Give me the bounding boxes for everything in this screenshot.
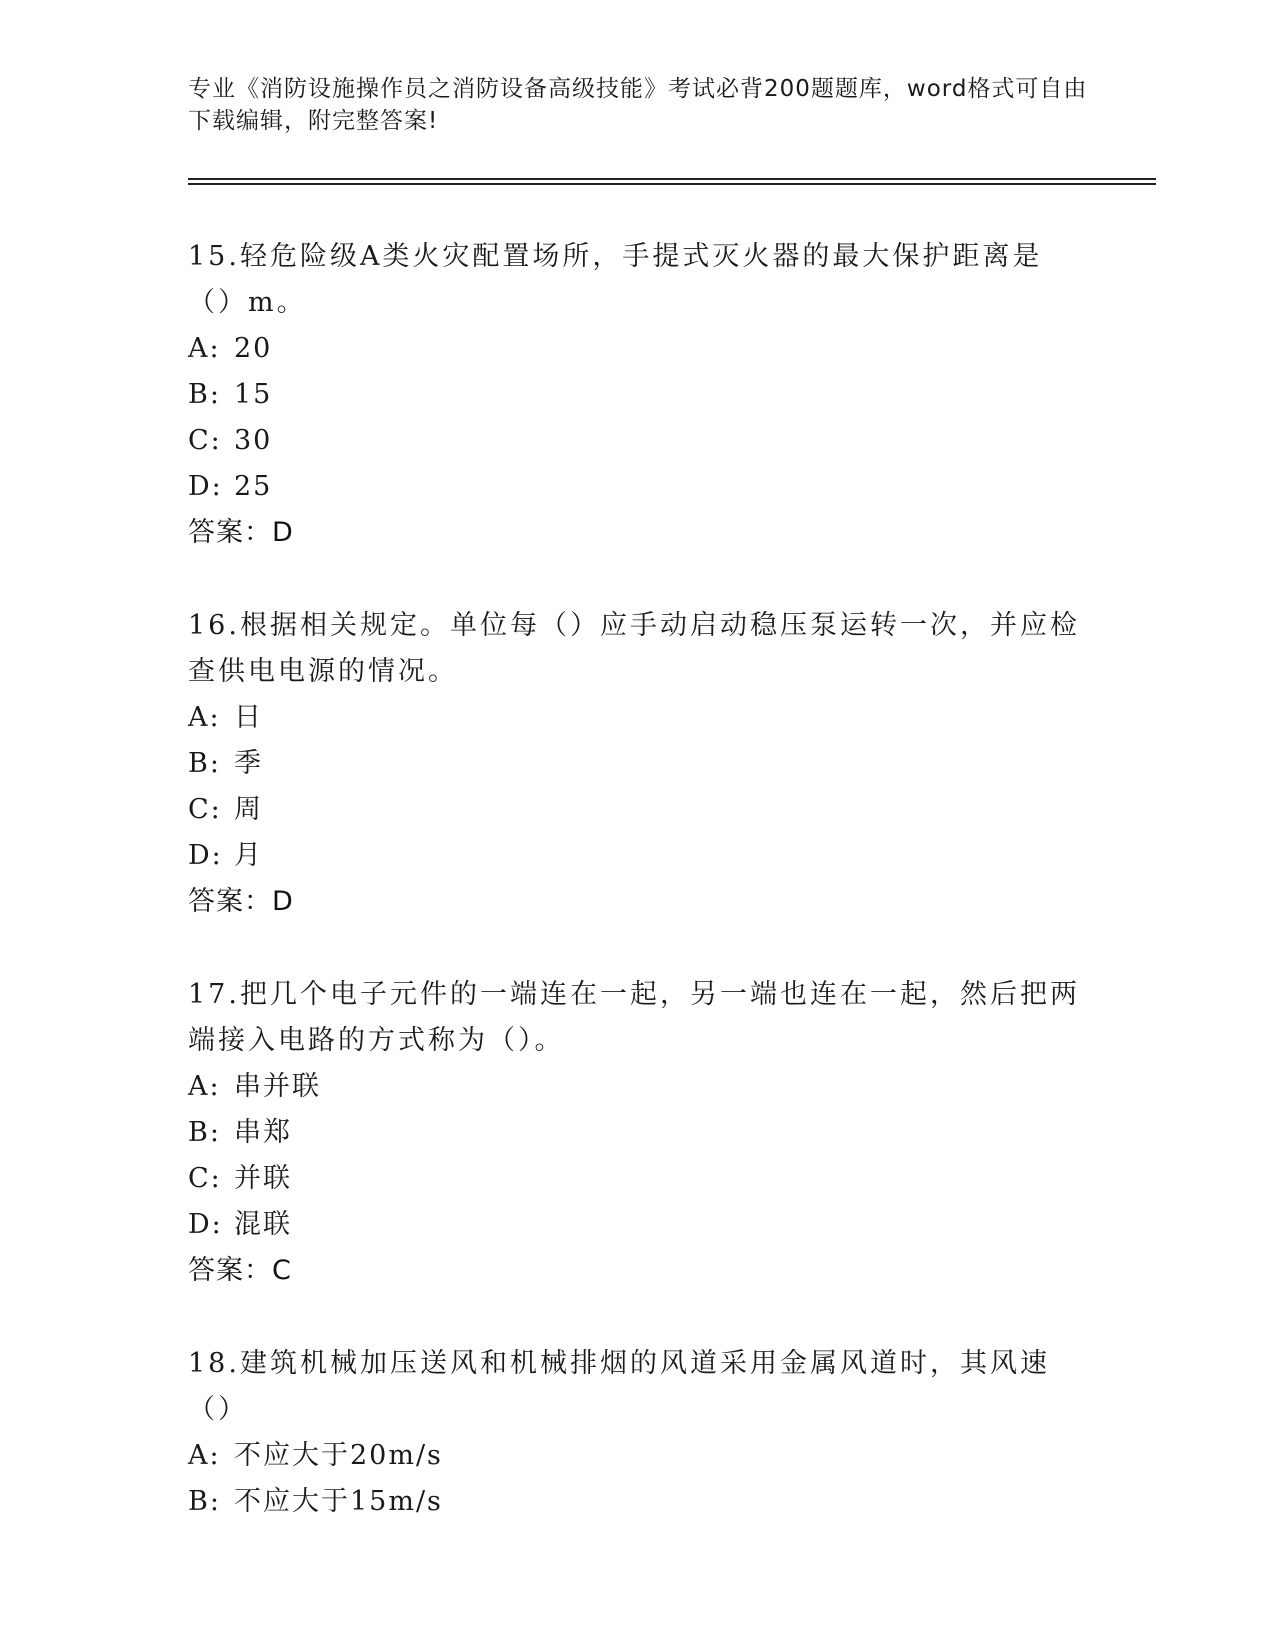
answer-line: 答案：C (188, 1255, 292, 1286)
option-a (188, 326, 1088, 372)
option-a (188, 1064, 1088, 1110)
option-text: 串郑 (234, 1117, 292, 1148)
option-text: 串并联 (234, 1071, 321, 1102)
option-b (188, 1110, 1088, 1156)
option-text: 周 (234, 794, 263, 825)
option-text: 不应大于20m/s (234, 1440, 443, 1471)
option-letter: D: (188, 840, 223, 871)
option-letter: A: (188, 333, 221, 364)
header-divider-top (188, 178, 1156, 180)
option-text: 30 (234, 425, 273, 456)
option-letter: B: (188, 748, 221, 779)
question-stem: 16.根据相关规定。单位每（）应手动启动稳压泵运转一次，并应检查供电电源的情况。 (188, 610, 1080, 687)
question-stem: 18.建筑机械加压送风和机械排烟的风道采用金属风道时，其风速（） (188, 1348, 1050, 1425)
option-letter: A: (188, 1440, 221, 1471)
option-c (188, 418, 1088, 464)
option-letter: A: (188, 702, 221, 733)
question-item (188, 603, 1088, 925)
option-d (188, 464, 1088, 510)
option-b (188, 741, 1088, 787)
option-text: 混联 (234, 1209, 292, 1240)
option-d (188, 833, 1088, 879)
option-a (188, 1433, 1088, 1479)
option-letter: C: (188, 425, 222, 456)
option-text: 日 (234, 702, 263, 733)
document-header: 专业《消防设施操作员之消防设备高级技能》考试必背200题题库，word格式可自由下载编辑，附完整答案! (188, 76, 1088, 134)
question-item (188, 972, 1088, 1294)
option-text: 20 (234, 333, 273, 364)
option-b (188, 1479, 1088, 1525)
option-c (188, 1156, 1088, 1202)
option-letter: B: (188, 1117, 221, 1148)
option-text: 25 (234, 471, 273, 502)
option-text: 月 (234, 840, 263, 871)
option-text: 季 (234, 748, 263, 779)
header-divider-bottom (188, 183, 1156, 185)
option-text: 并联 (234, 1163, 292, 1194)
option-d (188, 1202, 1088, 1248)
question-stem: 15.轻危险级A类火灾配置场所，手提式灭火器的最大保护距离是（）m。 (188, 241, 1043, 318)
option-a (188, 695, 1088, 741)
option-letter: D: (188, 1209, 223, 1240)
option-letter: C: (188, 794, 222, 825)
option-letter: D: (188, 471, 223, 502)
question-stem: 17.把几个电子元件的一端连在一起，另一端也连在一起，然后把两端接入电路的方式称为（）。 (188, 979, 1080, 1056)
question-item (188, 1341, 1088, 1525)
option-letter: B: (188, 1486, 221, 1517)
answer-line: 答案：D (188, 886, 294, 917)
option-b (188, 372, 1088, 418)
option-letter: C: (188, 1163, 222, 1194)
option-letter: B: (188, 379, 221, 410)
option-text: 不应大于15m/s (234, 1486, 443, 1517)
option-letter: A: (188, 1071, 221, 1102)
option-text: 15 (234, 379, 273, 410)
option-c (188, 787, 1088, 833)
question-list (188, 234, 1088, 1572)
question-item (188, 234, 1088, 556)
answer-line: 答案：D (188, 517, 294, 548)
